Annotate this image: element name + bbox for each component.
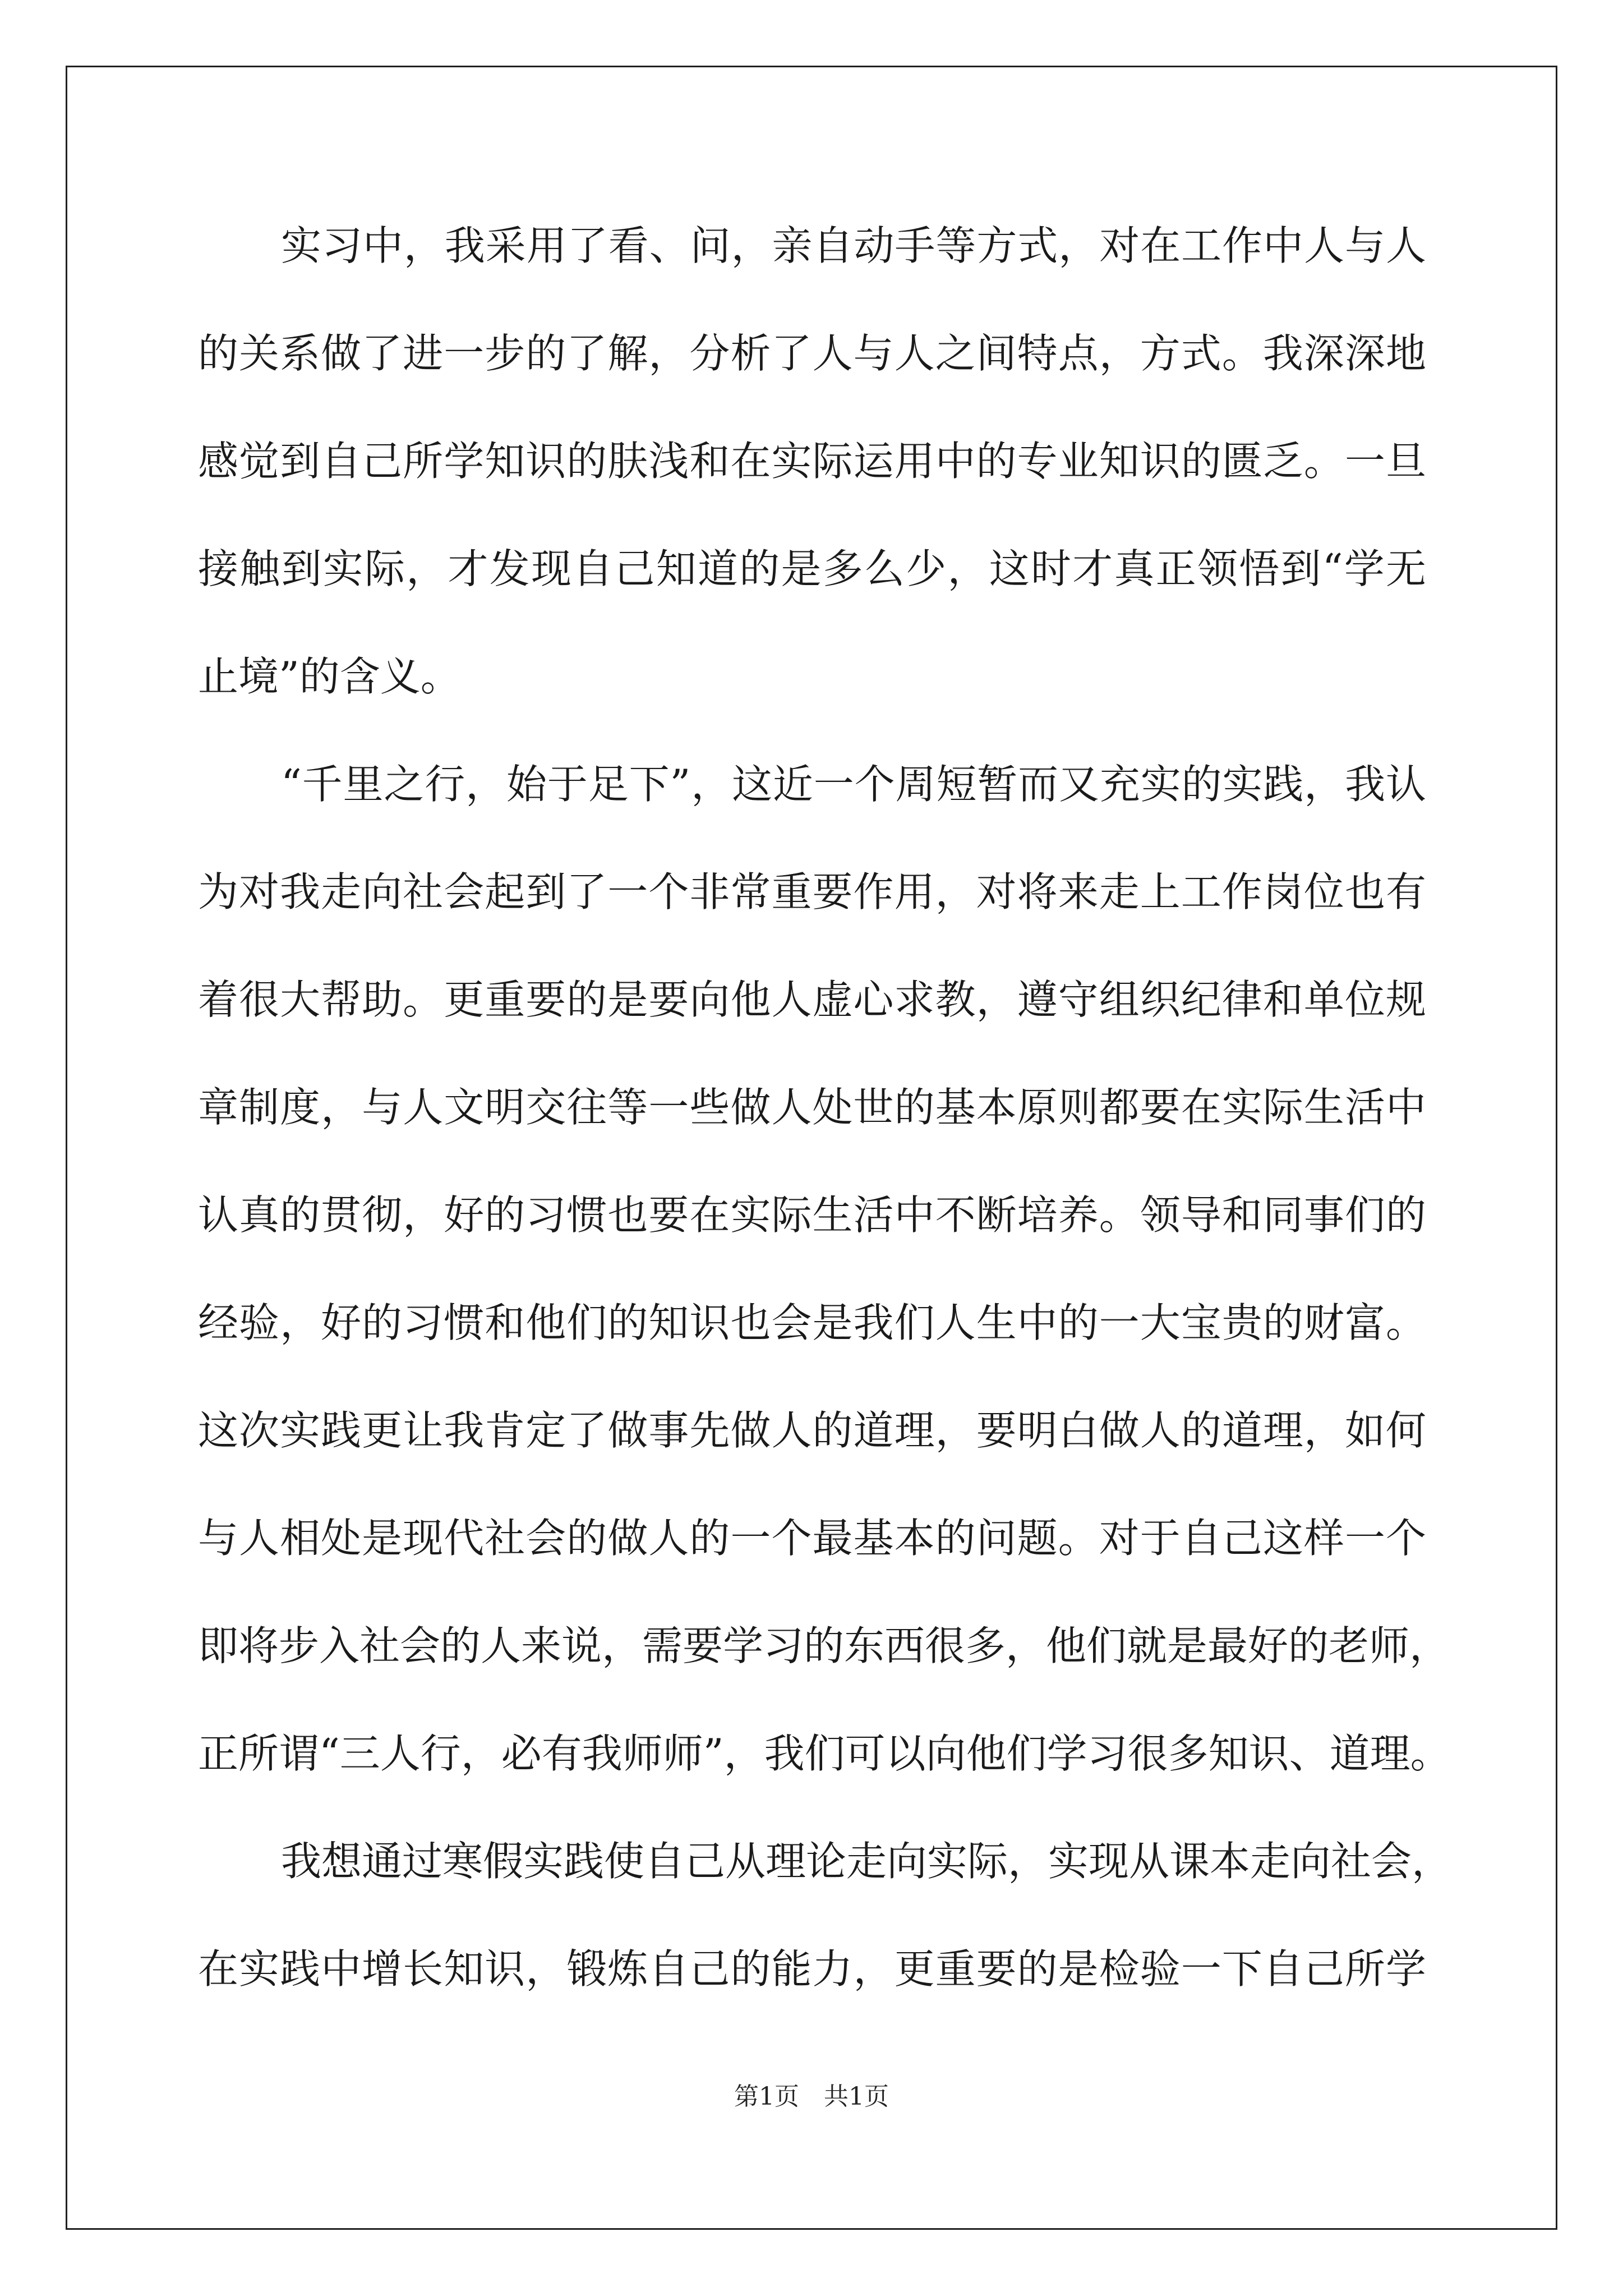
- text-line: 章制度，与人文明交往等一些做人处世的基本原则都要在实际生活中: [198, 1084, 1426, 1131]
- text-line: 止境”的含义。: [198, 653, 461, 700]
- text-line: 实习中，我采用了看、问，亲自动手等方式，对在工作中人与人: [281, 222, 1426, 269]
- text-line: 正所谓“三人行，必有我师师”，我们可以向他们学习很多知识、道理。: [198, 1730, 1451, 1777]
- text-line: 即将步入社会的人来说，需要学习的东西很多，他们就是最好的老师，: [198, 1622, 1450, 1669]
- text-line: 为对我走向社会起到了一个非常重要作用，对将来走上工作岗位也有: [198, 868, 1426, 915]
- text-line: 我想通过寒假实践使自己从理论走向实际，实现从课本走向社会，: [281, 1838, 1453, 1885]
- text-line: 与人相处是现代社会的做人的一个最基本的问题。对于自己这样一个: [198, 1515, 1426, 1562]
- page-number-footer: 第1页 共1页: [734, 2082, 889, 2111]
- text-line: 认真的贯彻，好的习惯也要在实际生活中不断培养。领导和同事们的: [198, 1191, 1426, 1239]
- text-line: 在实践中增长知识，锻炼自己的能力，更重要的是检验一下自己所学: [198, 1945, 1426, 1993]
- text-line: 经验，好的习惯和他们的知识也会是我们人生中的一大宝贵的财富。: [198, 1299, 1426, 1346]
- text-line: 的关系做了进一步的了解，分析了人与人之间特点，方式。我深深地: [198, 330, 1426, 377]
- text-line: 这次实践更让我肯定了做事先做人的道理，要明白做人的道理，如何: [198, 1407, 1426, 1454]
- document-body: [198, 212, 1453, 2043]
- text-line: 感觉到自己所学知识的肤浅和在实际运用中的专业知识的匮乏。一旦: [198, 438, 1426, 485]
- text-line: 接触到实际，才发现自己知道的是多么少，这时才真正领悟到“学无: [198, 545, 1426, 592]
- text-line: “千里之行，始于足下”，这近一个周短暂而又充实的实践，我认: [281, 761, 1426, 808]
- text-line: 着很大帮助。更重要的是要向他人虚心求教，遵守组织纪律和单位规: [198, 976, 1426, 1023]
